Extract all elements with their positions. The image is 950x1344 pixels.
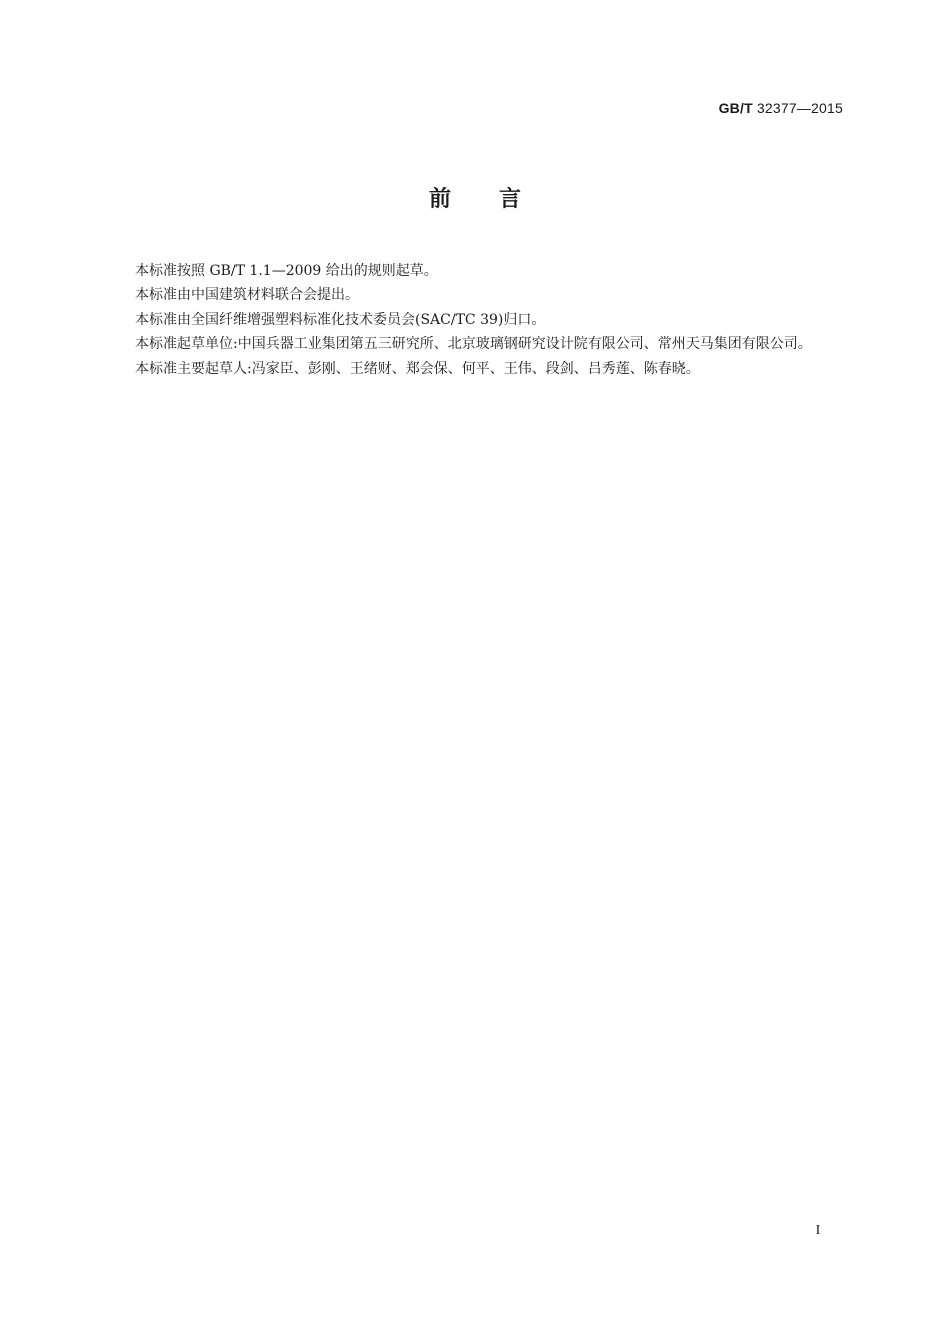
paragraph-drafting-organizations: 本标准起草单位:中国兵器工业集团第五三研究所、北京玻璃钢研究设计院有限公司、常州天马集团有限公司。 xyxy=(135,336,812,353)
preface-body xyxy=(107,259,843,381)
page-number: I xyxy=(815,1223,821,1238)
standard-code xyxy=(719,100,843,116)
paragraph-centralized-unit: 本标准由全国纤维增强塑料标准化技术委员会(SAC/TC 39)归口。 xyxy=(135,311,546,328)
standard-number: 32377—2015 xyxy=(756,100,843,116)
paragraph-proposer: 本标准由中国建筑材料联合会提出。 xyxy=(135,287,359,304)
page-title: 前言 xyxy=(428,187,569,212)
paragraph-main-drafters: 本标准主要起草人:冯家臣、彭刚、王绪财、郑会保、何平、王伟、段剑、吕秀莲、陈春晓。 xyxy=(135,360,700,377)
paragraph-drafting-rules: 本标准按照 GB/T 1.1—2009 给出的规则起草。 xyxy=(135,263,438,279)
standard-prefix: GB/T xyxy=(718,100,753,116)
